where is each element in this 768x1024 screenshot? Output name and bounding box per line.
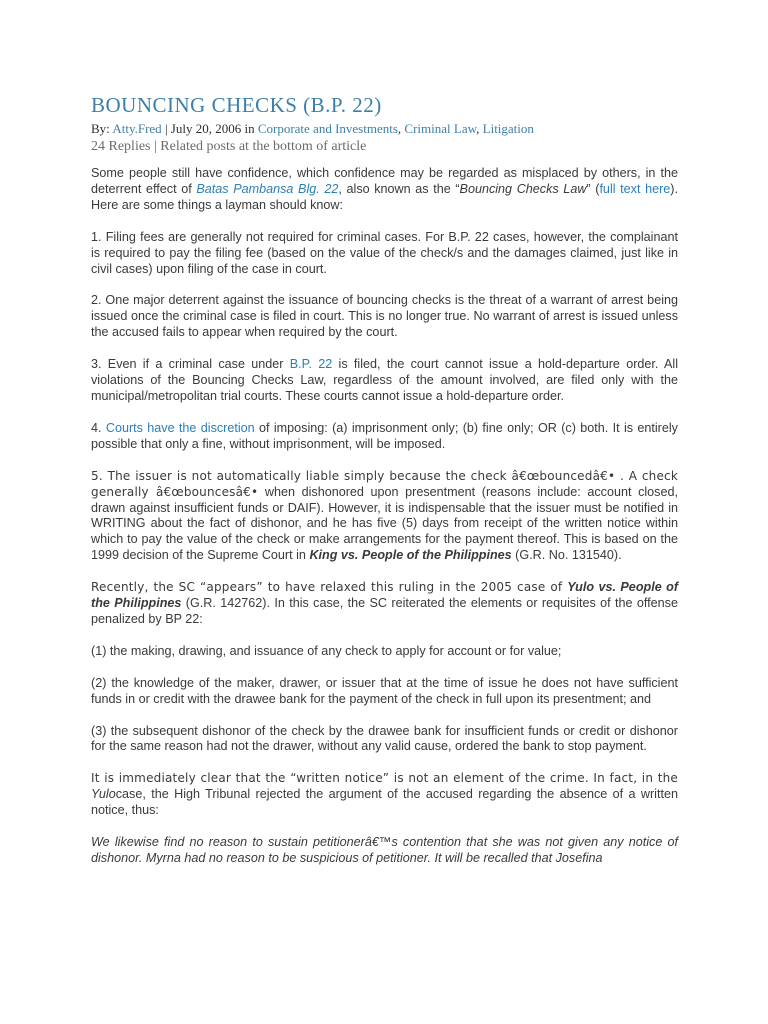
text-run: when dishonored upon presentment (reasons include: account closed, drawn against insufficient funds or DAIF). However, it is indispensable that the issuer must be notified in WRITING about the fact of dishonor, and he has five (5) days from receipt of the written notice within which to pay the value of the check or make arrangements for the payment thereof. This is based on the 1999 decision of the Supreme Court in [91, 484, 678, 563]
text-run: 5. The issuer is not automatically liable simply because the check â€œbouncedâ€• . A check generally â€œbouncesâ€• [91, 468, 678, 499]
date-text: | July 20, 2006 in [161, 121, 258, 136]
text-run: (G.R. 142762). In this case, the SC reiterated the elements or requisites of the offense penalized by BP 22: [91, 596, 678, 626]
replies-line [91, 138, 691, 155]
text-run: ” ( [586, 181, 600, 196]
element-1: (1) the making, drawing, and issuance of any check to apply for account or for value; [91, 643, 562, 658]
text-run: 4. [91, 420, 106, 435]
article-meta [91, 121, 691, 137]
separator: , [397, 121, 405, 136]
category-link-litigation[interactable]: Litigation [482, 121, 534, 136]
case-name: King vs. People of the Philippines [309, 548, 512, 563]
quoted-decision: We likewise find no reason to sustain petitionerâ€™s contention that she was not given any notice of dishonor. Myrna had no reason to be suspicious of petitioner. It will be recalled that Josefina [91, 835, 678, 865]
paragraph-discretion [91, 421, 678, 453]
paragraph-written-notice [91, 771, 678, 819]
text-run: (G.R. No. 131540). [511, 548, 622, 563]
text-run: Recently, the SC “appears” to have relaxed this ruling in the 2005 case of [91, 580, 568, 595]
article-body [91, 166, 678, 883]
by-label: By: [91, 121, 113, 136]
text-run: is filed, the court cannot issue a hold-departure order. All violations of the Bouncing Checks Law, regardless of the amount involved, are filed only with the municipal/metropolitan trial courts. These courts cannot issue a hold-departure order. [91, 357, 679, 403]
paragraph-filing-fees: 1. Filing fees are generally not required for criminal cases. For B.P. 22 cases, however, the complainant is required to pay the filing fee (based on the value of the check/s and the damages claimed, just like in civil cases) upon filing of the case in court. [91, 229, 678, 276]
discretion-link[interactable]: Courts have the discretion [105, 420, 255, 435]
related-posts-note: | Related posts at the bottom of article [150, 139, 367, 154]
paragraph-warrant: 2. One major deterrent against the issuance of bouncing checks is the threat of a warrant of arrest being issued once the criminal case is filed in court. This is no longer true. No warrant of arrest is issued unless the accused fails to appear when required by the court. [91, 293, 678, 340]
emphasis-text: Yulo [91, 787, 116, 802]
separator: , [476, 121, 483, 136]
category-link-corporate[interactable]: Corporate and Investments [257, 121, 398, 136]
text-run: case, the High Tribunal rejected the argument of the accused regarding the absence of a written notice, thus: [91, 787, 678, 818]
full-text-link[interactable]: full text here [599, 181, 671, 196]
paragraph-hold-departure [91, 357, 678, 405]
paragraph-notice [91, 469, 678, 564]
text-run: Some people still have confidence, which confidence may be regarded as misplaced by others, in the deterrent effect of [91, 166, 678, 196]
author-link[interactable]: Atty.Fred [112, 121, 162, 136]
text-run: ). Here are some things a layman should know: [91, 181, 678, 212]
case-name: Yulo vs. People of the Philippines [91, 580, 679, 611]
element-3: (3) the subsequent dishonor of the check by the drawee bank for insufficient funds or credit or dishonor for the same reason had not the drawer, without any valid cause, ordered the bank to stop payment. [91, 723, 678, 754]
emphasis-text: Bouncing Checks Law [459, 181, 587, 196]
text-run: 3. Even if a criminal case under [91, 357, 290, 372]
bp22-link[interactable]: B.P. 22 [289, 357, 333, 372]
paragraph-yulo [91, 580, 678, 628]
article-title: BOUNCING CHECKS (B.P. 22) [91, 93, 382, 117]
category-link-criminal-law[interactable]: Criminal Law [404, 121, 477, 136]
text-run: It is immediately clear that the “written notice” is not an element of the crime. In fact, in the [91, 771, 678, 786]
text-run: of imposing: (a) imprisonment only; (b) fine only; OR (c) both. It is entirely possible that only a fine, without imprisonment, will be imposed. [91, 420, 678, 451]
bp22-law-link[interactable]: Batas Pambansa Blg. 22 [196, 181, 339, 196]
article-header [91, 92, 691, 155]
element-2: (2) the knowledge of the maker, drawer, or issuer that at the time of issue he does not have sufficient funds in or credit with the drawee bank for the payment of the check in full upon its presentment; and [91, 675, 678, 706]
intro-paragraph [91, 166, 678, 214]
replies-link[interactable]: 24 Replies [91, 139, 151, 154]
text-run: , also known as the “ [338, 181, 460, 196]
